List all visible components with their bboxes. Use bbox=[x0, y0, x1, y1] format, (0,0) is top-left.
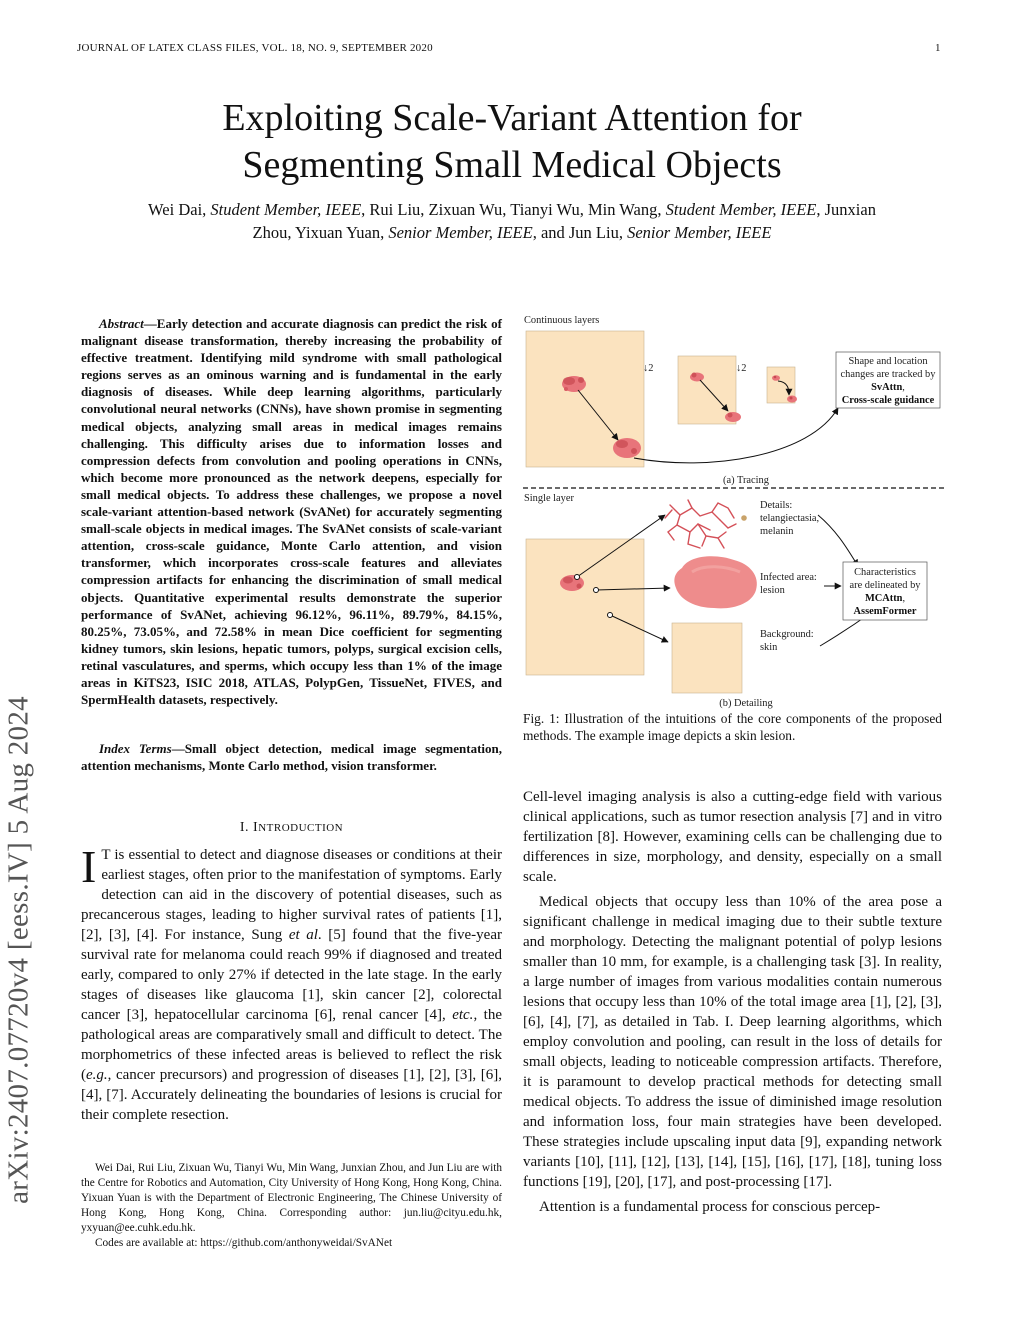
tracing-box-line-3 bbox=[871, 382, 905, 393]
figure-caption-text: Illustration of the intuitions of the core components of the proposed methods. The example image depicts a skin lesion. bbox=[523, 711, 942, 743]
lesion-large bbox=[562, 376, 586, 392]
intro-text-run: , the pathological areas are comparatively small and difficult to detect. The morphometrics of these infected areas is believed to reflect the risk ( bbox=[81, 1007, 502, 1083]
detailing-box-line-3 bbox=[865, 593, 905, 604]
index-terms bbox=[81, 740, 502, 774]
abstract-text: —Early detection and accurate diagnosis can predict the risk of malignant disease transformation, thereby increasing the probability of effective treatment. Identifying mild syndrome with small pathological regions serves as an ominous warning and is fundamental in the early diagnosis of diseases. While deep learning algorithms, particularly convolutional neural networks (CNNs), have shown promise in segmenting medical objects, analyzing small areas in medical images remains challenging. This difficulty arises due to information losses and compression defects from convolution and pooling operations in CNNs, which become more pronounced as the network deepens, especially for small medical objects. To address these challenges, we propose a novel scale-variant attention-based network (SvANet) for accurately segmenting small-scale objects in medical images. The SvANet consists of scale-variant attention, cross-scale guidance, Monte Carlo attention, and vision transformer, which incorporates cross-scale features and alleviates compression artifacts for enhancing the discrimination of small medical objects. Quantitative experimental results demonstrate the superior performance of SvANet, achieving 96.12%, 96.11%, 89.79%, 84.15%, 80.25%, 73.05%, and 72.58% in mean Dice coefficient for segmenting kidney tumors, skin lesions, hepatic tumors, polyps, surgical excision cells, retinal vasculatures, and sperms, which occupy less than 1% of the image areas in KiTS23, ISIC 2018, ATLAS, PolypGen, TissueNet, FIVES, and SpermHealth datasets, respectively. bbox=[81, 316, 502, 708]
tracing-box-line-4: Cross-scale guidance bbox=[841, 395, 935, 406]
figure-caption-label: Fig. 1: bbox=[523, 711, 560, 726]
single-layer-label: Single layer bbox=[524, 493, 574, 504]
detailing-subcaption: (b) Detailing bbox=[719, 698, 773, 709]
author-text: , and Jun Liu, bbox=[532, 223, 628, 242]
author-list bbox=[60, 198, 964, 244]
title-line-2: Segmenting Small Medical Objects bbox=[242, 144, 782, 186]
melanin-dot bbox=[741, 515, 747, 521]
author-text: , Rui Liu, Zixuan Wu, Tianyi Wu, Min Wang, bbox=[361, 200, 666, 219]
lesion-small bbox=[772, 375, 780, 381]
author-membership: Student Member, IEEE bbox=[210, 200, 362, 219]
tracing-box-line-2: changes are tracked by bbox=[840, 369, 936, 380]
paragraph-cell-imaging: Cell-level imaging analysis is also a cutting-edge field with various clinical applications, such as tumor resection analysis [7] and in vitro fertilization [8]. However, examining cells can be challenging due to differences in size, morphology, and density, especially on a small scale. bbox=[523, 789, 942, 885]
lesion-mask bbox=[674, 556, 756, 608]
svattn-label: SvAttn bbox=[871, 382, 903, 393]
infected-area-label: Infected area: bbox=[760, 572, 817, 583]
paper-title bbox=[0, 95, 1024, 189]
lesion-detail bbox=[560, 575, 584, 591]
dropcap: I bbox=[81, 841, 97, 892]
index-terms-text: —Small object detection, medical image segmentation, attention mechanisms, Monte Carlo method, vision transformer. bbox=[81, 741, 502, 773]
section-heading bbox=[81, 820, 502, 836]
index-terms-label: Index Terms bbox=[99, 741, 172, 756]
background-label: Background: bbox=[760, 629, 814, 640]
detailing-box-line-1: Characteristics bbox=[854, 567, 916, 578]
details-items-1: telangiectasia, bbox=[760, 513, 820, 524]
title-line-1: Exploiting Scale-Variant Attention for bbox=[222, 97, 802, 139]
figure-1 bbox=[520, 310, 950, 710]
author-membership: Student Member, IEEE bbox=[665, 200, 817, 219]
section-title-first: I bbox=[253, 820, 259, 835]
intro-text-run: , cancer precursors) and progression of diseases [1], [2], [3], [6], [4], [7]. Accurately delineating the boundaries of lesions is crucial for their complete resection. bbox=[81, 1067, 502, 1123]
tracing-box-line-1: Shape and location bbox=[848, 356, 928, 367]
skin-image-detail bbox=[526, 539, 644, 675]
paragraph-attention: Attention is a fundamental process for conscious percep- bbox=[539, 1199, 881, 1215]
detailing-box-line-2: are delineated by bbox=[849, 580, 921, 591]
authors-line-1 bbox=[60, 198, 964, 221]
vascular-detail bbox=[665, 500, 736, 548]
author-membership: Senior Member, IEEE bbox=[388, 223, 533, 242]
abstract bbox=[81, 315, 502, 708]
background-patch bbox=[672, 623, 742, 693]
intro-italic: e.g. bbox=[86, 1067, 108, 1083]
intro-text-run: T is essential to detect and diagnose diseases or conditions at their earliest stages, often prior to the manifestation of symptoms. Early detection can aid in the discovery of potential diseases, such as precancerous stages, leading to higher survival rates of patients [1], [2], [3], [4]. For instance, Sung bbox=[81, 847, 502, 943]
intro-italic: et al bbox=[288, 927, 318, 943]
background-value: skin bbox=[760, 642, 778, 653]
mcattn-label: MCAttn bbox=[864, 593, 903, 604]
infected-area-value: lesion bbox=[760, 585, 785, 596]
right-column-text bbox=[523, 787, 942, 1222]
author-text: Wei Dai, bbox=[148, 200, 211, 219]
abstract-label: Abstract bbox=[99, 316, 144, 331]
authors-line-2 bbox=[60, 221, 964, 244]
intro-text bbox=[81, 841, 502, 1125]
downsample-label-2: ↓2 bbox=[736, 363, 747, 374]
section-number: I. bbox=[239, 820, 250, 835]
footnote-code-link: Codes are available at: https://github.com/anthonyweidai/SvANet bbox=[95, 1237, 393, 1249]
details-items-2: melanin bbox=[760, 526, 794, 537]
tracing-subcaption: (a) Tracing bbox=[723, 475, 769, 486]
detailing-box-line-4: AssemFormer bbox=[853, 606, 917, 617]
details-label: Details: bbox=[760, 500, 793, 511]
svattn-suffix: , bbox=[902, 382, 905, 393]
continuous-layers-label: Continuous layers bbox=[524, 315, 600, 326]
arxiv-id: arXiv:2407.07720v4 [eess.IV] 5 Aug 2024 bbox=[2, 696, 35, 1204]
lesion-medium bbox=[690, 373, 704, 382]
paragraph-small-objects: Medical objects that occupy less than 10% of the area pose a significant challenge in medical imaging due to their subtle texture and morphology. Detecting the malignant potential of polyp lesions smaller than 10 mm, for example, is a challenging task [3]. In reality, a large number of images from various modalities contain numerous lesions that occupy less than 10% of the total image area [1], [2], [3], [6], [4], [7], as detailed in Tab. I. Deep learning algorithms, which employ convolution and pooling, can result in the loss of details for small objects, leading to noticeable compression artifacts. Therefore, it is paramount to develop practical methods for detecting small medical objects. To address the issue of diminished image resolution and information loss, four main strategies have been developed. These strategies include upscaling input data [9], expanding network variants [10], [11], [12], [13], [14], [15], [16], [17], [18], tuning loss functions [19], [20], [17], and post-processing [17]. bbox=[523, 894, 942, 1190]
figure-caption bbox=[523, 710, 942, 744]
running-header: JOURNAL OF LATEX CLASS FILES, VOL. 18, NO. 9, SEPTEMBER 2020 bbox=[77, 42, 433, 54]
mcattn-suffix: , bbox=[902, 593, 906, 604]
footnote bbox=[81, 1161, 502, 1251]
arxiv-stamp bbox=[0, 650, 41, 1250]
author-text: , Junxian bbox=[816, 200, 876, 219]
author-membership: Senior Member, IEEE bbox=[627, 223, 772, 242]
author-text: Zhou, Yixuan Yuan, bbox=[252, 223, 389, 242]
intro-italic: etc. bbox=[452, 1007, 474, 1023]
downsample-label-1: ↓2 bbox=[643, 363, 654, 374]
page-number: 1 bbox=[935, 42, 941, 54]
intro-text-run: . [5] found that the five-year survival rate for melanoma could reach 99% if diagnosed and treated early, compared to only 27% if detected in the late stage. In the early stages of diseases like glaucoma [1], skin cancer [2], colorectal cancer [3], hepatocellular carcinoma [6], renal cancer [4], bbox=[81, 927, 502, 1023]
section-title-rest: NTRODUCTION bbox=[258, 822, 344, 834]
footnote-affiliations: Wei Dai, Rui Liu, Zixuan Wu, Tianyi Wu, Min Wang, Junxian Zhou, and Jun Liu are with the Centre for Robotics and Automation, City University of Hong Kong, Hong Kong, China. Yixuan Yuan is with the Department of Electronic Engineering, The Chinese University of Hong Kong, Hong Kong, China. Corresponding author: jun.liu@cityu.edu.hk, yxyuan@ee.cuhk.edu.hk. bbox=[81, 1162, 502, 1234]
